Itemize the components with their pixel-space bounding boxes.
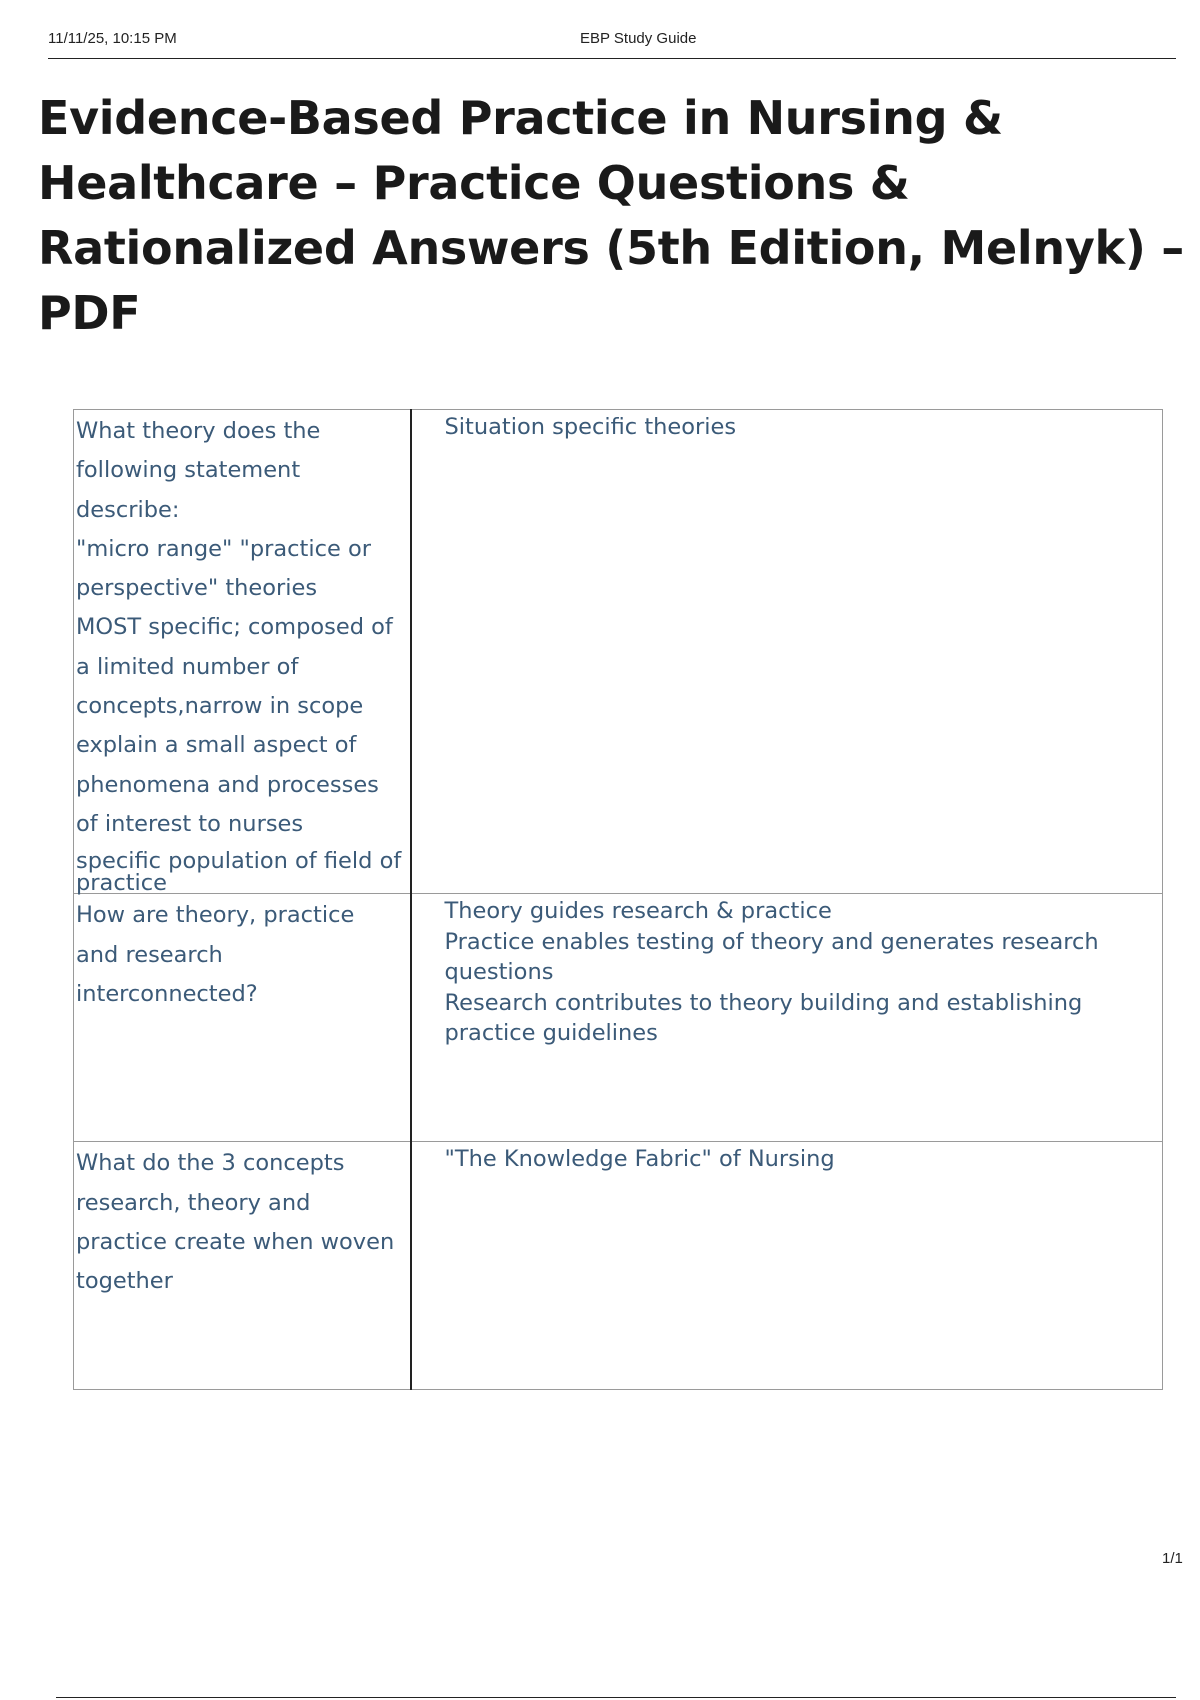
answer-text: Theory guides research & practice Practice enables testing of theory and generates research questions Research contributes to theory building and establishing practice guidelines — [444, 898, 1099, 1047]
question-line: MOST specific; composed of — [76, 614, 393, 641]
answer-text: Situation specific theories — [444, 414, 737, 440]
page-number: 1/1 — [1162, 1550, 1183, 1567]
question-text — [74, 1142, 410, 1301]
answer-text: "The Knowledge Fabric" of Nursing — [444, 1146, 835, 1173]
question-line: "micro range" "practice or — [76, 535, 371, 562]
answer-cell — [411, 410, 1163, 894]
table-row — [74, 1142, 1163, 1390]
question-line: concepts,narrow in scope — [76, 693, 364, 720]
question-line: practice create when woven — [76, 1228, 395, 1255]
question-line: What do the 3 concepts — [76, 1150, 345, 1177]
print-header — [48, 28, 1176, 59]
question-cell — [74, 894, 411, 1142]
question-text — [74, 410, 410, 897]
question-line: explain a small aspect of — [76, 732, 357, 759]
question-line: following statement — [76, 457, 301, 484]
print-date: 11/11/25, 10:15 PM — [48, 30, 177, 47]
question-line: of interest to nurses — [76, 810, 304, 837]
question-text — [74, 894, 410, 1014]
question-line: What theory does the — [76, 418, 321, 444]
qa-table — [73, 409, 1163, 1390]
table-row — [74, 410, 1163, 894]
question-line: How are theory, practice — [76, 902, 355, 929]
question-line: describe: — [76, 496, 180, 523]
table-row — [74, 894, 1163, 1142]
question-line: and research — [76, 941, 223, 968]
question-line: perspective" theories — [76, 575, 318, 602]
footer-divider — [56, 1697, 1176, 1698]
question-line: specific population of field of — [76, 848, 402, 875]
question-line: interconnected? — [76, 980, 258, 1007]
question-cell — [74, 410, 411, 897]
question-line: phenomena and processes — [76, 771, 379, 798]
question-line: research, theory and — [76, 1189, 311, 1216]
answer-cell — [411, 894, 1163, 1142]
print-header-title: EBP Study Guide — [580, 30, 697, 47]
document-title: Evidence-Based Practice in Nursing & Healthcare – Practice Questions & Rationalized Answers (5th Edition, Melnyk) – PDF — [38, 91, 1184, 340]
question-line: a limited number of — [76, 653, 299, 680]
question-line: together — [76, 1268, 173, 1295]
question-cell — [74, 1142, 411, 1390]
question-line: practice — [76, 870, 167, 897]
answer-cell — [411, 1142, 1163, 1390]
